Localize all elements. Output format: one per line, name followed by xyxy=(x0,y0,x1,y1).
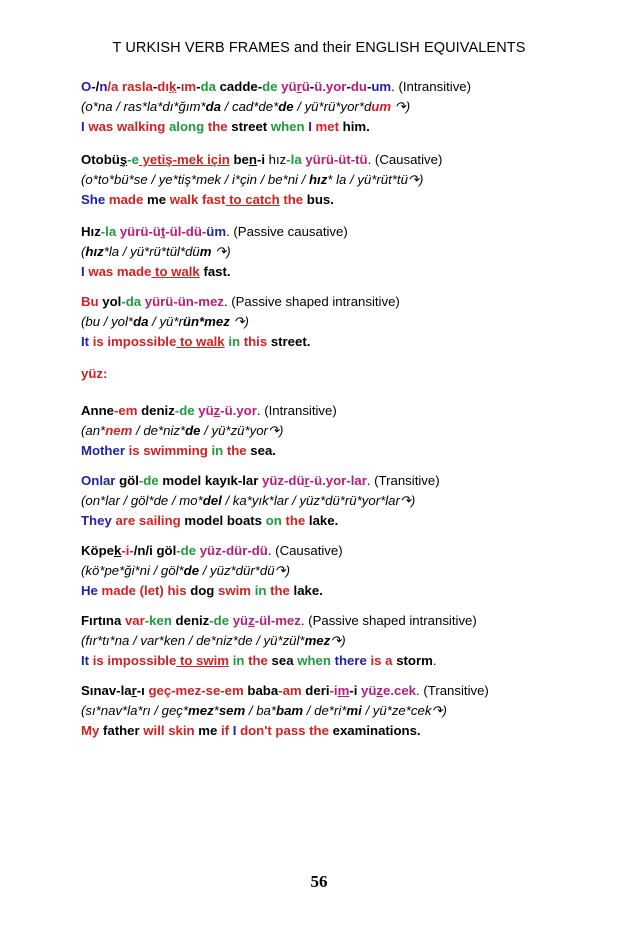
text-run: da xyxy=(200,79,216,94)
verb-frame-entry xyxy=(81,471,581,531)
text-run: yü xyxy=(229,613,249,628)
turkish-sentence xyxy=(81,222,581,242)
page-number: 56 xyxy=(310,872,328,891)
text-run: mi xyxy=(346,703,362,718)
text-run: yüz-dü xyxy=(258,473,305,488)
text-run: var xyxy=(121,613,145,628)
text-run: . (Causative) xyxy=(367,152,443,167)
text-run: in xyxy=(207,443,224,458)
text-run: the xyxy=(204,119,228,134)
text-run: . (Transitive) xyxy=(416,683,489,698)
text-run: when xyxy=(293,653,331,668)
text-run: model kayık-lar xyxy=(158,473,259,488)
text-run: -de xyxy=(138,473,159,488)
text-run: father xyxy=(99,723,140,738)
text-run: /a xyxy=(107,79,119,94)
english-translation xyxy=(81,190,581,210)
english-translation xyxy=(81,581,581,601)
text-run: ün*mez xyxy=(182,314,230,329)
text-run: She xyxy=(81,192,106,207)
text-run: . (Transitive) xyxy=(366,473,440,488)
text-run: göl xyxy=(152,543,177,558)
english-translation xyxy=(81,117,581,137)
text-run: this xyxy=(240,334,268,349)
text-run: Anne xyxy=(81,403,114,418)
text-run: me xyxy=(194,723,218,738)
text-run: I xyxy=(229,723,237,738)
text-run: storm xyxy=(392,653,433,668)
verb-frame-entry xyxy=(81,401,581,461)
text-run: . (Passive shaped intransitive) xyxy=(223,294,400,309)
text-run: hız xyxy=(308,172,328,187)
text-run: yetiş xyxy=(138,152,173,167)
verb-frame-entry xyxy=(81,292,581,352)
text-run: / de*niz* xyxy=(132,423,186,438)
text-run: Köpe xyxy=(81,543,114,558)
text-run: will skin xyxy=(139,723,195,738)
verb-frame-entry xyxy=(81,150,581,210)
text-run: -ül-mez xyxy=(254,613,301,628)
text-run: bus. xyxy=(303,192,334,207)
text-run: My xyxy=(81,723,100,738)
text-run: ( xyxy=(81,314,86,329)
text-run: Bu xyxy=(81,294,99,309)
text-run: Otobü xyxy=(81,152,120,167)
text-run: street xyxy=(227,119,268,134)
verb-frame-entry xyxy=(81,611,581,671)
text-run: de xyxy=(185,423,201,438)
text-run: I xyxy=(81,119,85,134)
text-run: - xyxy=(309,79,315,94)
text-run: was made xyxy=(84,264,152,279)
text-run: da xyxy=(205,99,222,114)
text-run: du xyxy=(350,79,367,94)
text-run: -la xyxy=(286,152,302,167)
text-run: me xyxy=(143,192,167,207)
text-run: walk fast xyxy=(166,192,226,207)
text-run: yürü-ün-mez xyxy=(141,294,224,309)
text-run: / ka*yık*lar / yüz*dü*rü*yor*lar↷) xyxy=(221,493,416,508)
text-run: to xyxy=(151,264,168,279)
text-run: / yü*rü*yor*d xyxy=(293,99,372,114)
text-run: the xyxy=(281,513,306,528)
syllable-breakdown xyxy=(81,421,581,441)
text-run: /n/i xyxy=(133,543,153,558)
text-run: de xyxy=(153,493,169,508)
english-translation xyxy=(81,262,581,282)
text-run: sem xyxy=(218,703,246,718)
text-run: -da xyxy=(121,294,142,309)
text-run: O xyxy=(81,79,92,94)
text-run: . (Causative) xyxy=(267,543,343,558)
text-run: is impossible xyxy=(89,653,177,668)
text-run: n xyxy=(99,79,108,94)
english-translation xyxy=(81,511,581,531)
text-run: - xyxy=(257,79,263,94)
text-run: -de xyxy=(176,543,197,558)
text-run: um xyxy=(371,99,392,114)
text-run: lake. xyxy=(289,583,323,598)
text-run: - xyxy=(346,79,351,94)
text-run: the xyxy=(279,192,304,207)
text-run: to swim xyxy=(176,653,230,668)
text-run: Onlar xyxy=(81,473,116,488)
text-run: / yüz*dür*dü↷) xyxy=(199,563,290,578)
text-run: I xyxy=(304,119,312,134)
text-run: -de xyxy=(209,613,230,628)
text-run: geç-mez-se-em xyxy=(144,683,244,698)
text-run: / de*ri* xyxy=(303,703,347,718)
text-run: / yü*r xyxy=(148,314,183,329)
text-run: baba xyxy=(243,683,279,698)
text-run: in xyxy=(251,583,267,598)
text-run: are sailing xyxy=(111,513,181,528)
text-run: / yol* xyxy=(100,314,134,329)
page-header: T URKISH VERB FRAMES and their ENGLISH EQUIVALENTS xyxy=(112,40,526,56)
text-run: ü xyxy=(301,79,310,94)
text-run: nem xyxy=(105,423,133,438)
text-run: He xyxy=(81,583,98,598)
text-run: n xyxy=(248,152,257,167)
text-run: be xyxy=(229,152,249,167)
text-run: . (Intransitive) xyxy=(391,79,472,94)
text-run: lar xyxy=(105,493,120,508)
text-run: m xyxy=(199,244,212,259)
text-run: *la / yü*rü*tül*dü xyxy=(103,244,200,259)
text-run: yürü-ü xyxy=(116,224,161,239)
turkish-sentence xyxy=(81,611,581,631)
text-run: fast. xyxy=(199,264,231,279)
text-run: met xyxy=(311,119,340,134)
text-run: -em xyxy=(113,403,138,418)
text-run: the xyxy=(266,583,290,598)
text-run: (an* xyxy=(81,423,106,438)
text-run: model boats xyxy=(180,513,263,528)
text-run: -mek xyxy=(172,152,204,167)
text-run: yü xyxy=(277,79,297,94)
text-run: r xyxy=(131,683,137,698)
text-run: there xyxy=(330,653,367,668)
text-run: r xyxy=(304,473,310,488)
text-run: -am xyxy=(278,683,302,698)
text-run: -i- xyxy=(121,543,134,558)
text-run: -i xyxy=(329,683,338,698)
text-run: / göl* xyxy=(119,493,154,508)
text-run: Sınav-la xyxy=(81,683,132,698)
text-run: on xyxy=(262,513,282,528)
text-run: sea. xyxy=(246,443,276,458)
text-run: (o*to*bü*se / ye*tiş*mek / i*çin / be*ni / xyxy=(81,172,309,187)
text-run: ım xyxy=(180,79,197,94)
text-run: yürü-üt-tü xyxy=(301,152,368,167)
syllable-breakdown xyxy=(81,701,581,721)
text-run: e.cek xyxy=(383,683,417,698)
text-run: is impossible xyxy=(89,334,177,349)
text-run: walk xyxy=(167,264,200,279)
text-run: bam xyxy=(276,703,304,718)
text-run: mez xyxy=(304,633,331,648)
english-translation xyxy=(81,721,581,741)
text-run: -la xyxy=(100,224,117,239)
syllable-breakdown xyxy=(81,170,581,190)
text-run: -ü.yor-lar xyxy=(309,473,367,488)
text-run: in xyxy=(229,653,245,668)
text-run: yü xyxy=(357,683,377,698)
text-run: (fır*tı*na / var*ken / de*niz*de / yü*zül* xyxy=(81,633,305,648)
text-run: de xyxy=(278,99,294,114)
text-run: um xyxy=(371,79,392,94)
text-run: k xyxy=(113,543,122,558)
text-run: / cad*de* xyxy=(221,99,279,114)
syllable-breakdown xyxy=(81,631,581,651)
english-translation xyxy=(81,651,581,671)
text-run: için xyxy=(203,152,230,167)
text-run: deniz xyxy=(171,613,210,628)
text-run: . (Passive causative) xyxy=(226,224,348,239)
text-run: dog xyxy=(186,583,215,598)
text-run: I xyxy=(81,264,85,279)
text-run: him. xyxy=(339,119,370,134)
text-run: z xyxy=(376,683,384,698)
text-run: examinations. xyxy=(328,723,421,738)
text-run: in xyxy=(224,334,241,349)
text-run: ↷) xyxy=(330,633,346,648)
text-run: Fırtına xyxy=(81,613,122,628)
text-run: (sı*nav*la*rı / geç* xyxy=(81,703,189,718)
text-run: is a xyxy=(366,653,393,668)
text-run: -ken xyxy=(144,613,172,628)
text-run: / ba* xyxy=(245,703,277,718)
turkish-sentence xyxy=(81,77,581,97)
text-run: -ül-dü- xyxy=(165,224,207,239)
text-run: rasla xyxy=(118,79,153,94)
text-run: yol xyxy=(98,294,122,309)
text-run: deri xyxy=(301,683,330,698)
text-run: -ü.yor xyxy=(220,403,257,418)
text-run: -i xyxy=(349,683,358,698)
text-run: made xyxy=(105,192,144,207)
text-run: -/ xyxy=(91,79,100,94)
text-run: . (Passive shaped intransitive) xyxy=(300,613,477,628)
syllable-breakdown xyxy=(81,242,581,262)
text-run: bu xyxy=(85,314,101,329)
text-run: -e xyxy=(127,152,139,167)
text-run: * la / yü*rüt*tü↷) xyxy=(327,172,424,187)
text-run: cadde xyxy=(215,79,258,94)
text-run: swim xyxy=(214,583,252,598)
turkish-sentence xyxy=(81,471,581,491)
text-run: m xyxy=(337,683,350,698)
text-run: street. xyxy=(267,334,311,349)
text-run: It xyxy=(81,334,90,349)
text-run: r xyxy=(296,79,302,94)
text-run: to walk xyxy=(176,334,225,349)
text-run: hız xyxy=(265,152,287,167)
turkish-sentence xyxy=(81,150,581,170)
text-run: sea xyxy=(267,653,294,668)
text-run: (on* xyxy=(81,493,106,508)
text-run: / mo* xyxy=(168,493,203,508)
text-run: when xyxy=(267,119,305,134)
turkish-sentence xyxy=(81,541,581,561)
text-run: was walking xyxy=(84,119,166,134)
turkish-sentence xyxy=(81,681,581,701)
english-translation xyxy=(81,332,581,352)
text-run: his xyxy=(163,583,187,598)
text-run: made (let) xyxy=(97,583,164,598)
text-run: -ı xyxy=(136,683,145,698)
text-run: ķ xyxy=(169,79,177,94)
text-run: z xyxy=(248,613,255,628)
turkish-sentence xyxy=(81,401,581,421)
text-run: ţ xyxy=(160,224,166,239)
verb-frame-entry xyxy=(81,541,581,601)
text-run: the xyxy=(244,653,268,668)
text-run: üm xyxy=(206,224,227,239)
text-run: ş xyxy=(119,152,128,167)
text-run: göl xyxy=(115,473,139,488)
syllable-breakdown xyxy=(81,561,581,581)
text-run: - xyxy=(196,79,201,94)
text-run: (kö*pe*ği*ni / göl* xyxy=(81,563,184,578)
text-run: ↷) xyxy=(211,244,231,259)
text-run: ↷) xyxy=(229,314,249,329)
english-translation xyxy=(81,441,581,461)
text-run: (o*na / ras*la*dı*ğım* xyxy=(81,99,206,114)
syllable-breakdown xyxy=(81,312,581,332)
text-run: del xyxy=(202,493,222,508)
text-run: Mother xyxy=(81,443,125,458)
text-run: . (Intransitive) xyxy=(256,403,337,418)
text-run: the xyxy=(223,443,247,458)
text-run: is swimming xyxy=(124,443,208,458)
text-run: the xyxy=(305,723,329,738)
text-run: de xyxy=(183,563,200,578)
turkish-sentence xyxy=(81,292,581,312)
text-run: deniz xyxy=(137,403,175,418)
text-run: . xyxy=(432,653,437,668)
syllable-breakdown xyxy=(81,491,581,511)
text-run: da xyxy=(133,314,149,329)
text-run: They xyxy=(81,513,112,528)
text-run: mez xyxy=(188,703,214,718)
text-run: ü.yor xyxy=(314,79,347,94)
text-run: along xyxy=(165,119,205,134)
text-run: / yü*ze*cek↷) xyxy=(361,703,447,718)
text-run: * xyxy=(213,703,219,718)
syllable-breakdown xyxy=(81,97,581,117)
text-run: hız xyxy=(85,244,104,259)
text-run: / yü*zü*yor↷) xyxy=(200,423,284,438)
text-run: ↷) xyxy=(391,99,411,114)
text-run: if xyxy=(217,723,230,738)
text-run: z xyxy=(213,403,221,418)
text-run: - xyxy=(176,79,181,94)
text-run: -i xyxy=(256,152,266,167)
text-run: -de xyxy=(174,403,195,418)
verb-frame-entry xyxy=(81,222,581,282)
text-run: Hız xyxy=(81,224,101,239)
text-run: yüz-dür-dü xyxy=(196,543,268,558)
verb-frame-entry xyxy=(81,77,581,137)
verb-frame-entry xyxy=(81,681,581,741)
text-run: yüz: xyxy=(81,366,108,381)
text-run: lake. xyxy=(305,513,339,528)
text-run: - xyxy=(152,79,158,94)
text-run: yü xyxy=(194,403,214,418)
text-run: de xyxy=(262,79,278,94)
text-run: don't pass xyxy=(236,723,306,738)
verb-frame-entry xyxy=(81,364,581,384)
text-run: to catch xyxy=(225,192,280,207)
text-run: - xyxy=(366,79,372,94)
text-run: It xyxy=(81,653,90,668)
text-run: dı xyxy=(157,79,169,94)
text-run: ( xyxy=(81,244,86,259)
section-heading xyxy=(81,364,581,384)
